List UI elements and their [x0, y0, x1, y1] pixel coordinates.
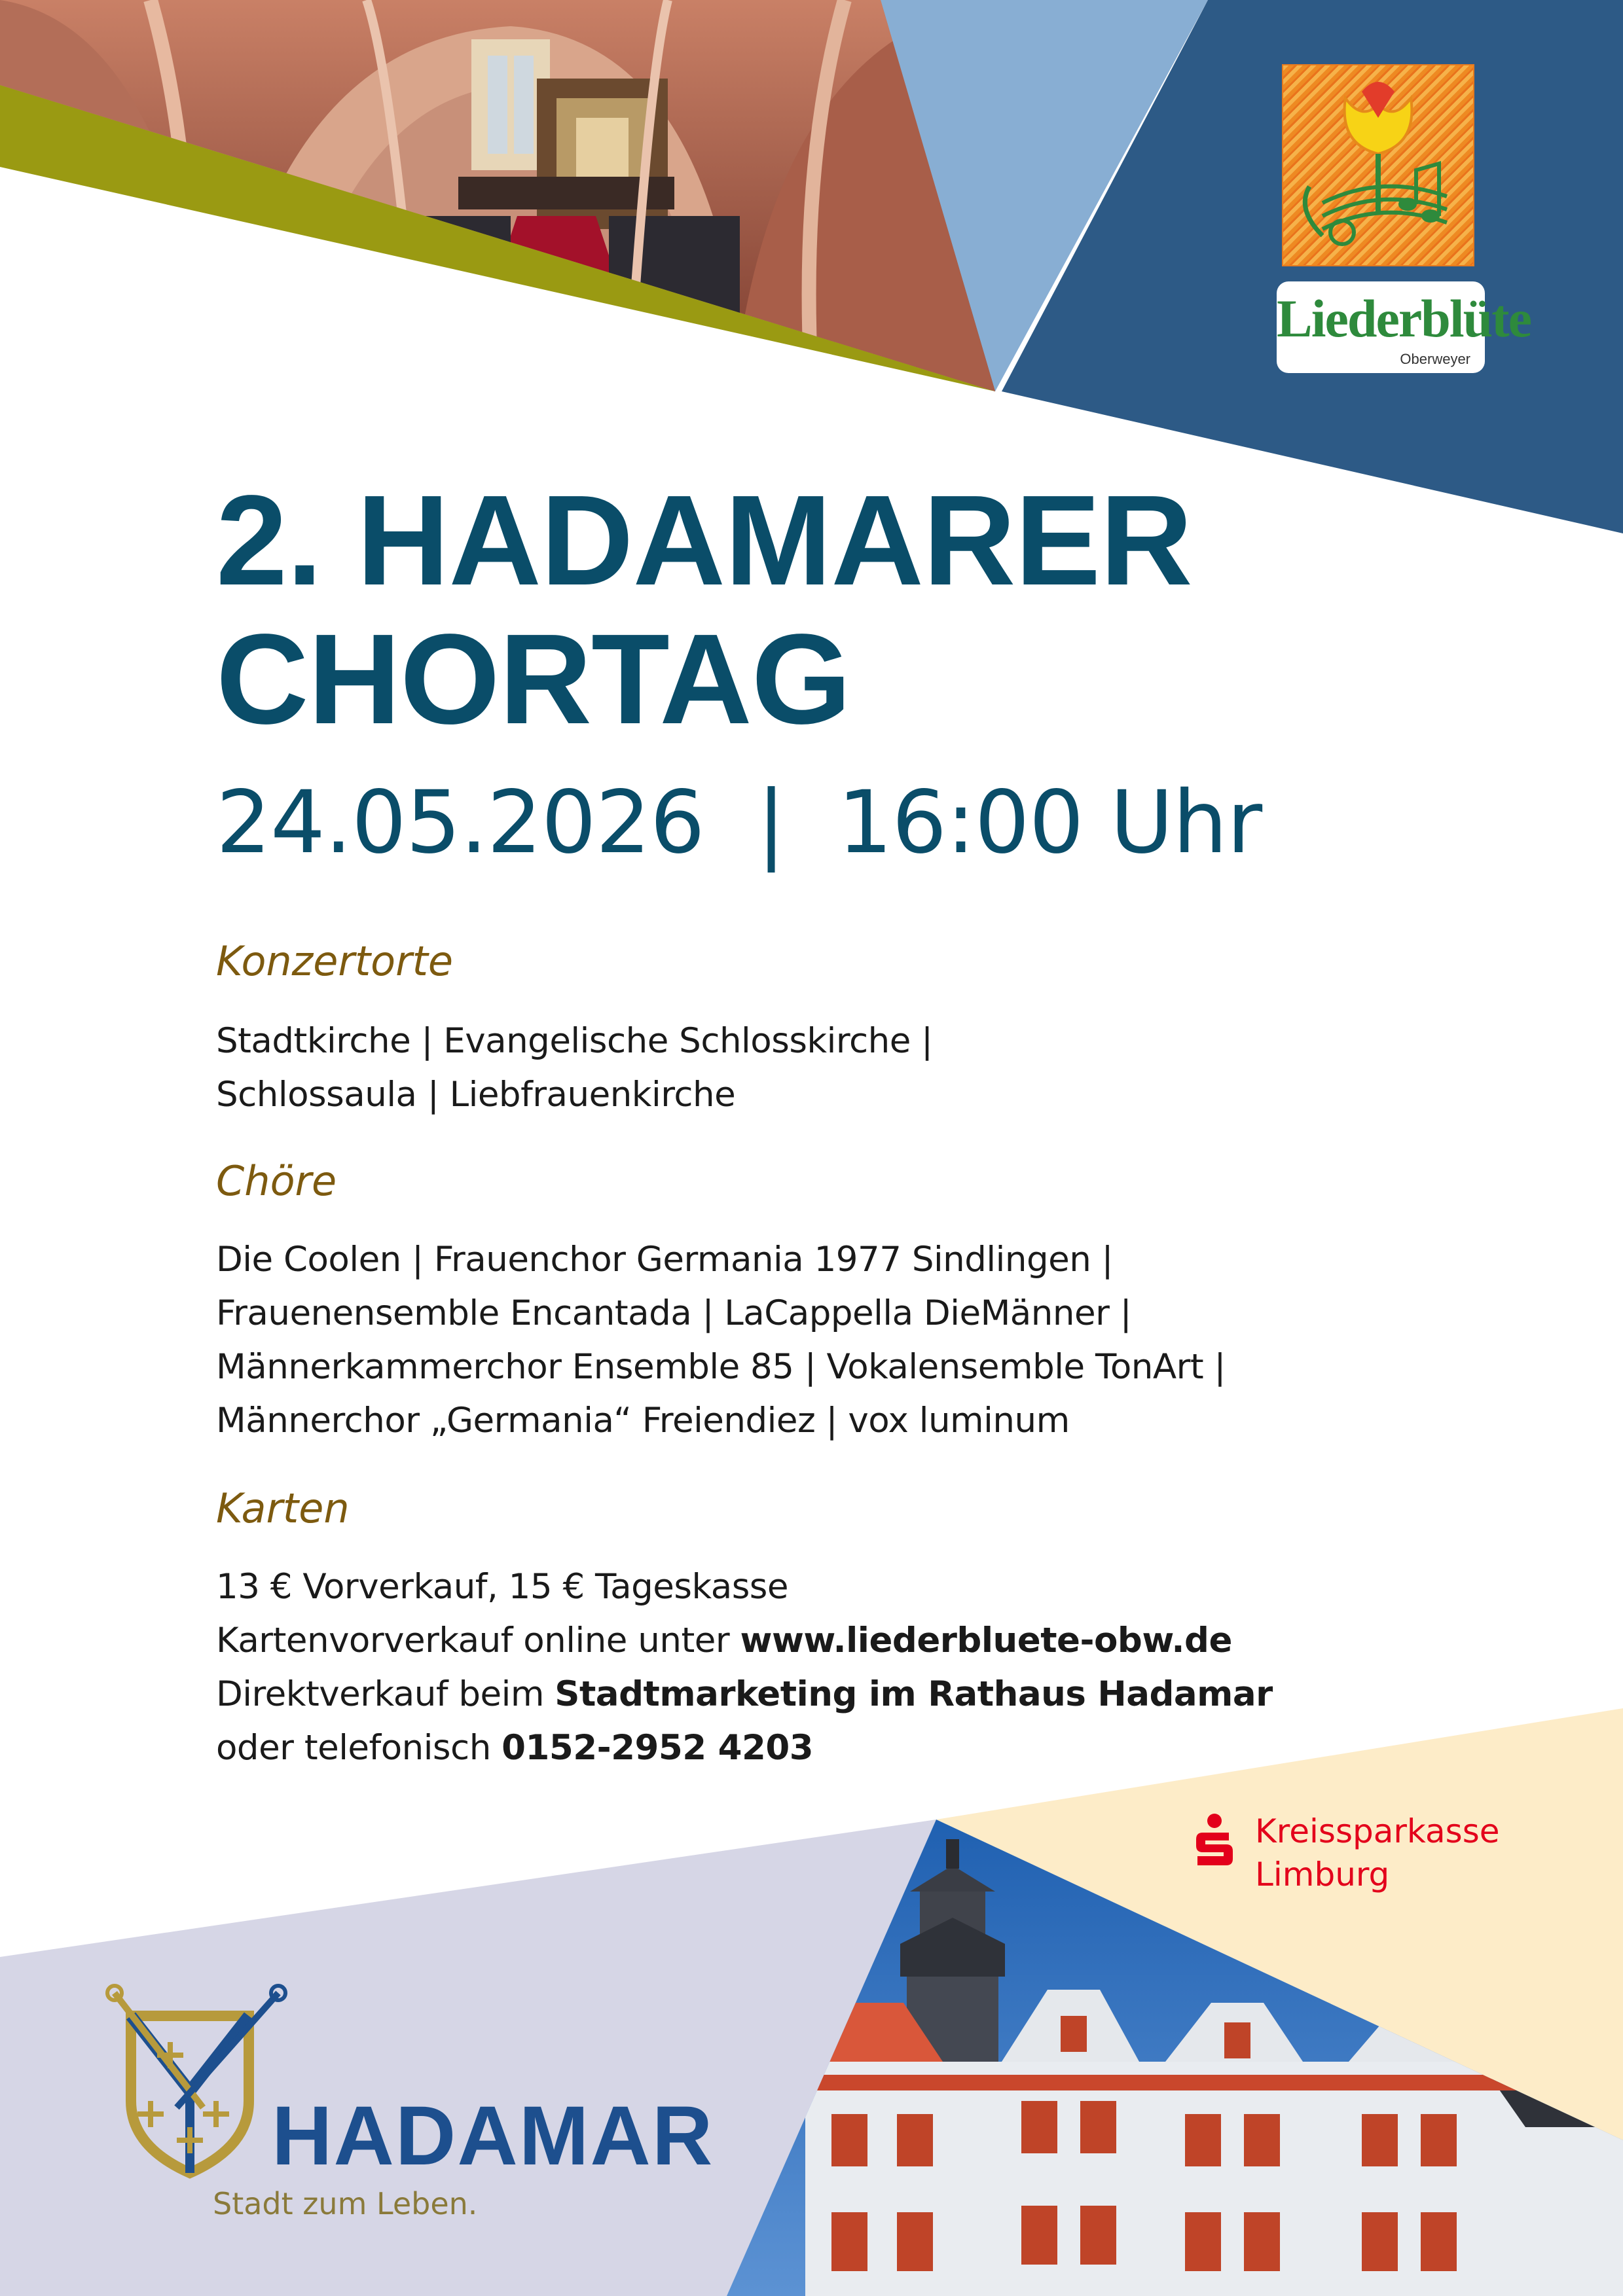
event-title-line-2: CHORTAG	[216, 607, 851, 751]
liederbluete-label	[1277, 281, 1531, 373]
venues-line: Stadtkirche | Evangelische Schlosskirche |	[216, 1021, 933, 1061]
event-title-line-1: 2. HADAMARER	[216, 469, 1192, 612]
venues-line: Schlossaula | Liebfrauenkirche	[216, 1075, 736, 1115]
choirs-heading: Chöre	[216, 1157, 337, 1205]
choirs-line: Männerkammerchor Ensemble 85 | Vokalensemble TonArt |	[216, 1347, 1226, 1387]
hadamar-name: HADAMAR	[272, 2089, 714, 2183]
tulip-music-notes-icon	[1283, 65, 1473, 265]
liederbluete-subtitle: Oberweyer	[1400, 351, 1470, 367]
ticket-phone-text: oder telefonisch	[216, 1728, 502, 1768]
ticket-website-link[interactable]: www.liederbluete-obw.de	[740, 1621, 1232, 1660]
ticket-direct-location: Stadtmarketing im Rathaus Hadamar	[555, 1674, 1273, 1714]
choirs-list	[216, 1233, 1226, 1448]
ticket-direct-text: Direktverkauf beim	[216, 1674, 555, 1714]
choirs-line: Männerchor „Germania“ Freiendiez | vox luminum	[216, 1401, 1070, 1441]
kreissparkasse-line-2: Limburg	[1255, 1856, 1390, 1893]
hadamar-crest-icon	[105, 1977, 288, 2179]
venues-heading: Konzertorte	[216, 937, 454, 985]
tickets-info	[216, 1560, 1273, 1775]
hadamar-tagline: Stadt zum Leben.	[213, 2186, 478, 2221]
liederbluete-name: Liederblüte	[1277, 289, 1531, 348]
ticket-direct-line	[216, 1668, 1273, 1721]
event-date: 24.05.2026	[216, 772, 704, 873]
choirs-line: Die Coolen | Frauenchor Germania 1977 Sindlingen |	[216, 1240, 1114, 1280]
kreissparkasse-name	[1255, 1810, 1500, 1896]
date-time-separator: |	[756, 772, 786, 873]
kreissparkasse-line-1: Kreissparkasse	[1255, 1812, 1500, 1850]
ticket-prices: 13 € Vorverkauf, 15 € Tageskasse	[216, 1567, 789, 1607]
venues-list	[216, 1014, 933, 1122]
liederbluete-logo-graphic	[1283, 65, 1473, 265]
liederbluete-logo	[1277, 65, 1531, 380]
kreissparkasse-logo	[1195, 1810, 1535, 1928]
sparkasse-s-icon	[1195, 1813, 1234, 1878]
ticket-phone-line	[216, 1721, 1273, 1775]
ticket-phone-number: 0152-2952 4203	[501, 1728, 814, 1768]
event-title	[216, 471, 1192, 749]
ticket-online-line	[216, 1614, 1273, 1668]
event-time: 16:00 Uhr	[837, 772, 1262, 873]
event-date-time	[216, 772, 1262, 873]
tickets-heading: Karten	[216, 1484, 350, 1532]
hadamar-logo	[105, 1977, 733, 2238]
ticket-online-text: Kartenvorverkauf online unter	[216, 1621, 740, 1660]
choirs-line: Frauenensemble Encantada | LaCappella DieMänner |	[216, 1293, 1132, 1333]
